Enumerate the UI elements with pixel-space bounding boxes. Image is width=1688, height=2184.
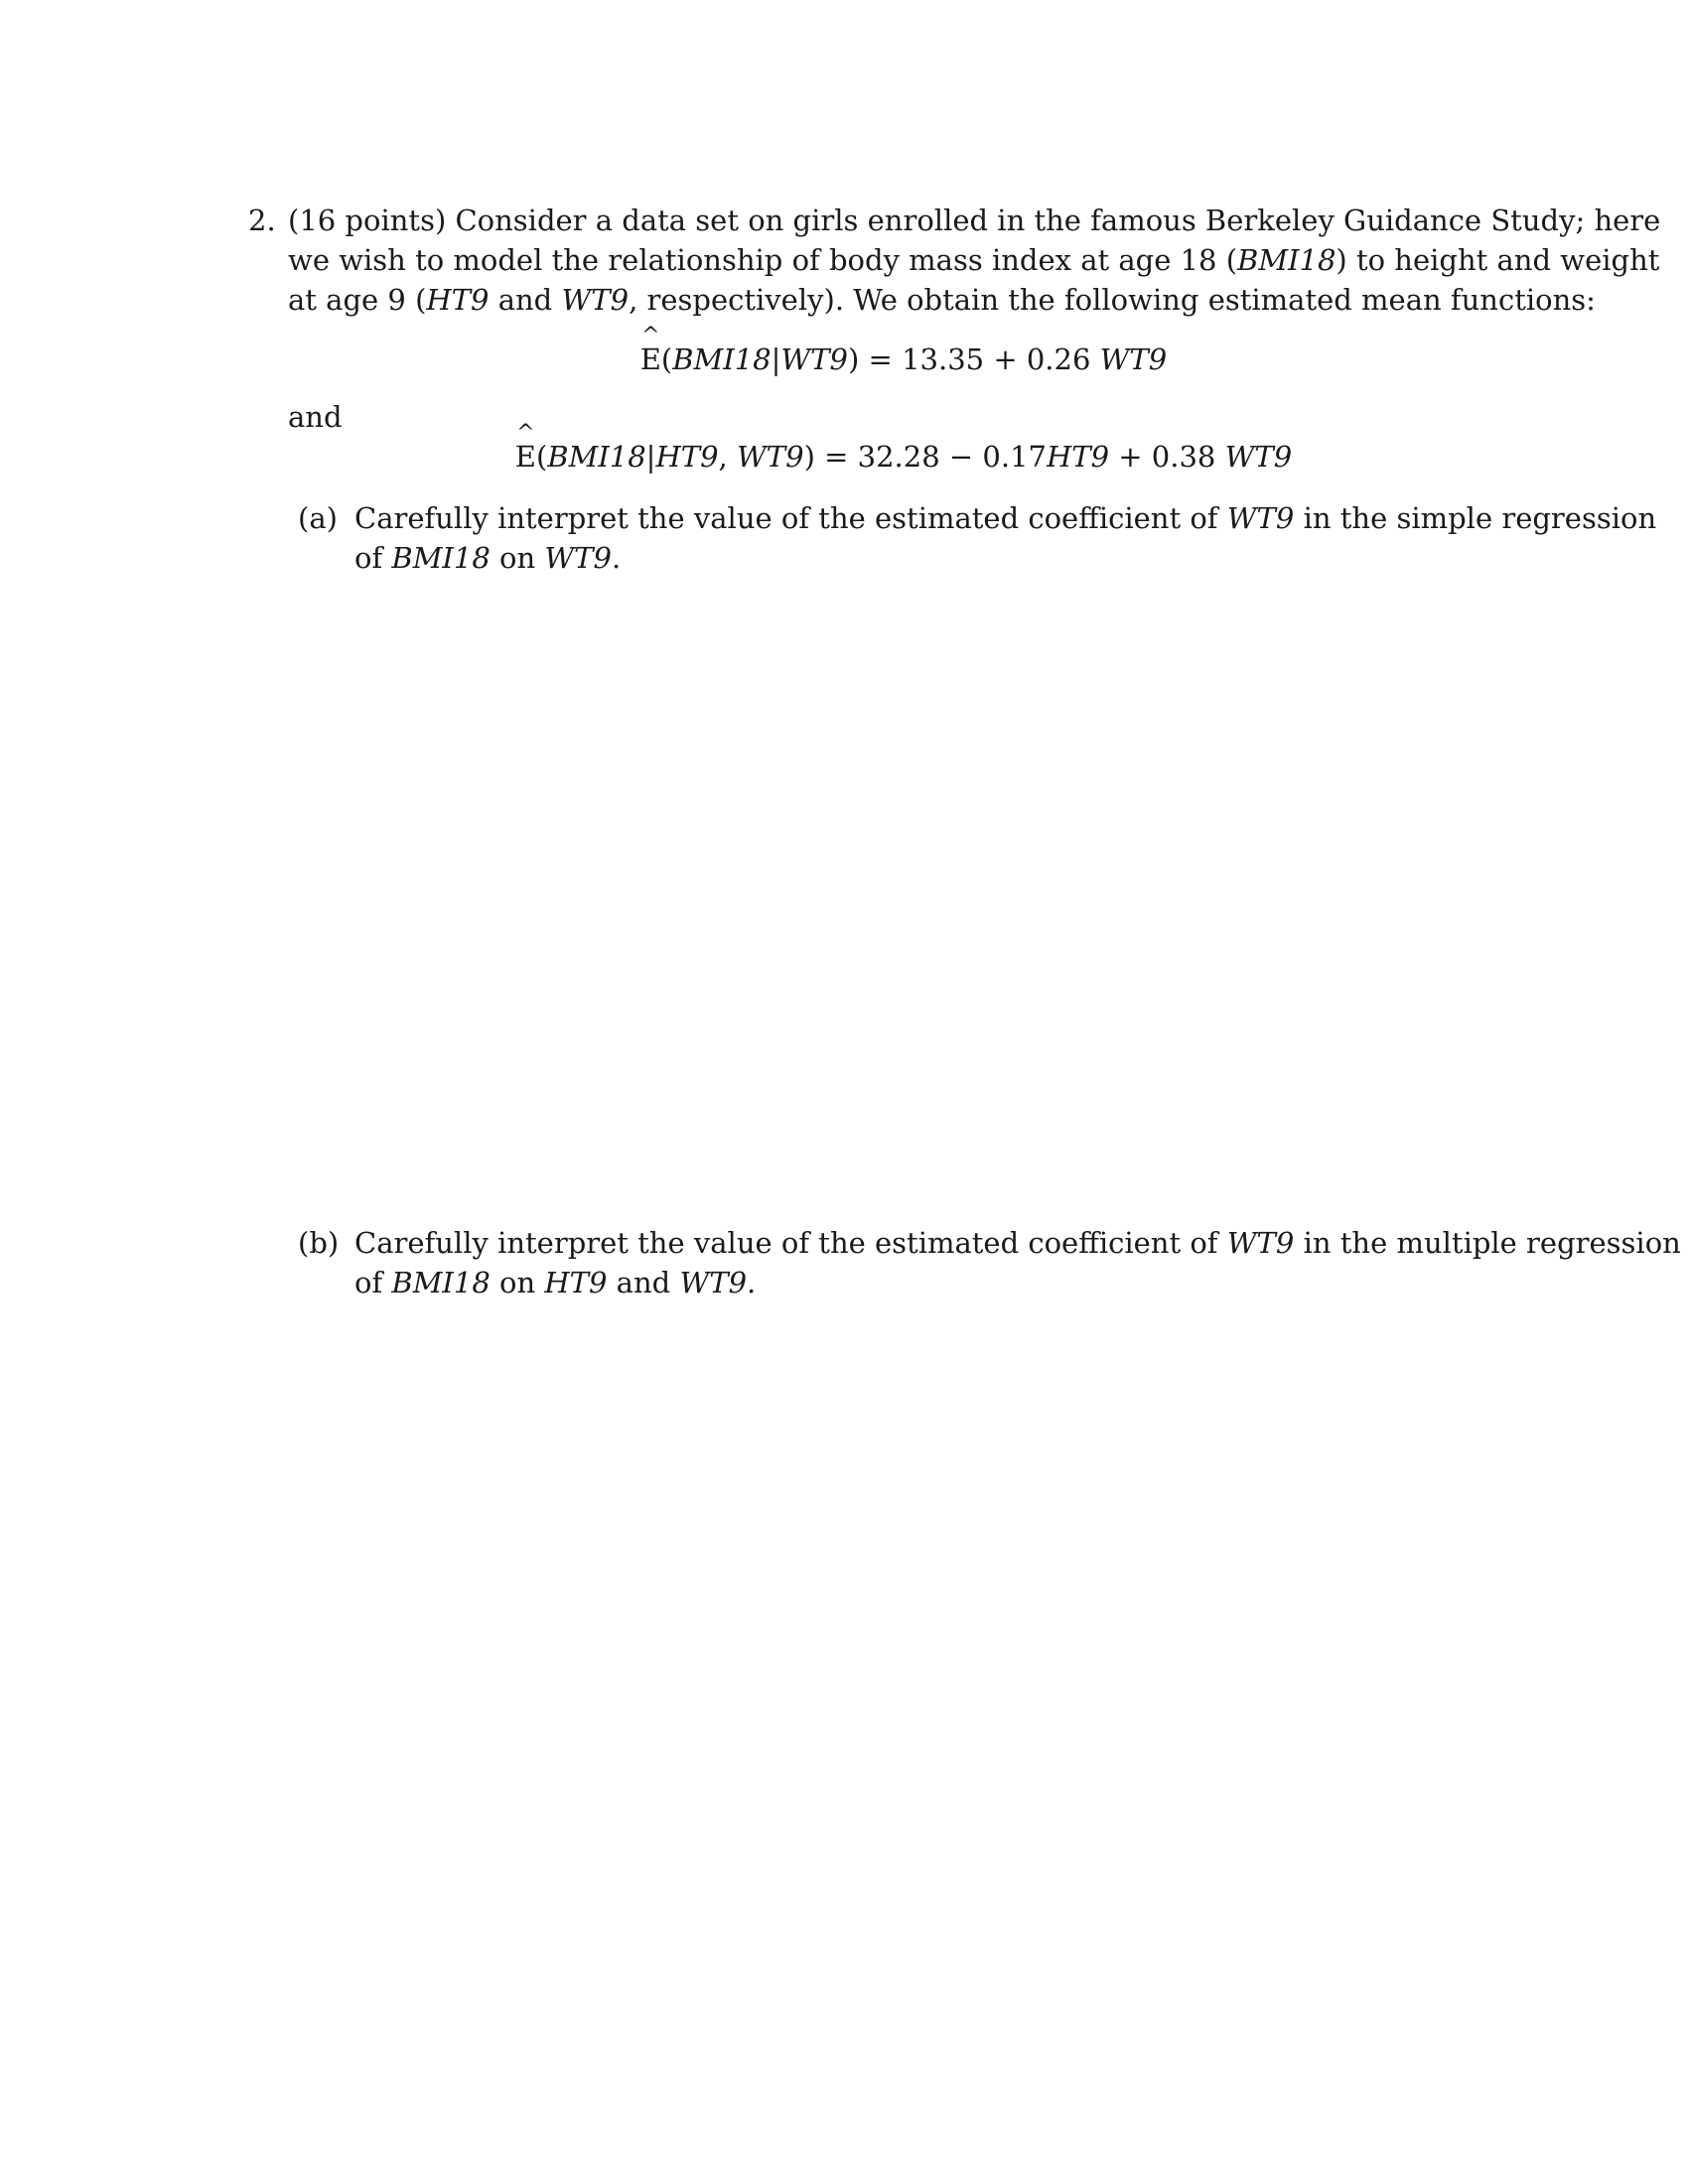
part-b-line-1: Carefully interpret the value of the estimated coefficient of WT9 in the multiple regression (354, 1226, 1681, 1260)
equation-multiple-regression: ^ E(BMI18|HT9, WT9) = 32.28 − 0.17HT9 + 0.38 WT9 (0, 437, 1688, 477)
e-hat-symbol: ^ E (514, 421, 536, 474)
question-number: 2. (248, 204, 276, 237)
e-hat-symbol: ^ E (639, 324, 661, 376)
equation-simple-regression: ^ E(BMI18|WT9) = 13.35 + 0.26 WT9 (0, 340, 1688, 379)
part-b-label: (b) (298, 1226, 340, 1260)
connector-and: and (288, 400, 343, 434)
question-intro-line-3: at age 9 (HT9 and WT9, respectively). We obtain the following estimated mean functions: (288, 283, 1596, 317)
question-intro-line-2: we wish to model the relationship of body mass index at age 18 (BMI18) to height and weight (288, 243, 1660, 277)
part-a-line-2: of BMI18 on WT9. (354, 541, 622, 575)
part-a-line-1: Carefully interpret the value of the estimated coefficient of WT9 in the simple regression (354, 501, 1657, 535)
question-intro-line-1: (16 points) Consider a data set on girls enrolled in the famous Berkeley Guidance Study; here (288, 204, 1661, 237)
part-b-line-2: of BMI18 on HT9 and WT9. (354, 1266, 757, 1299)
part-a-label: (a) (298, 501, 338, 535)
